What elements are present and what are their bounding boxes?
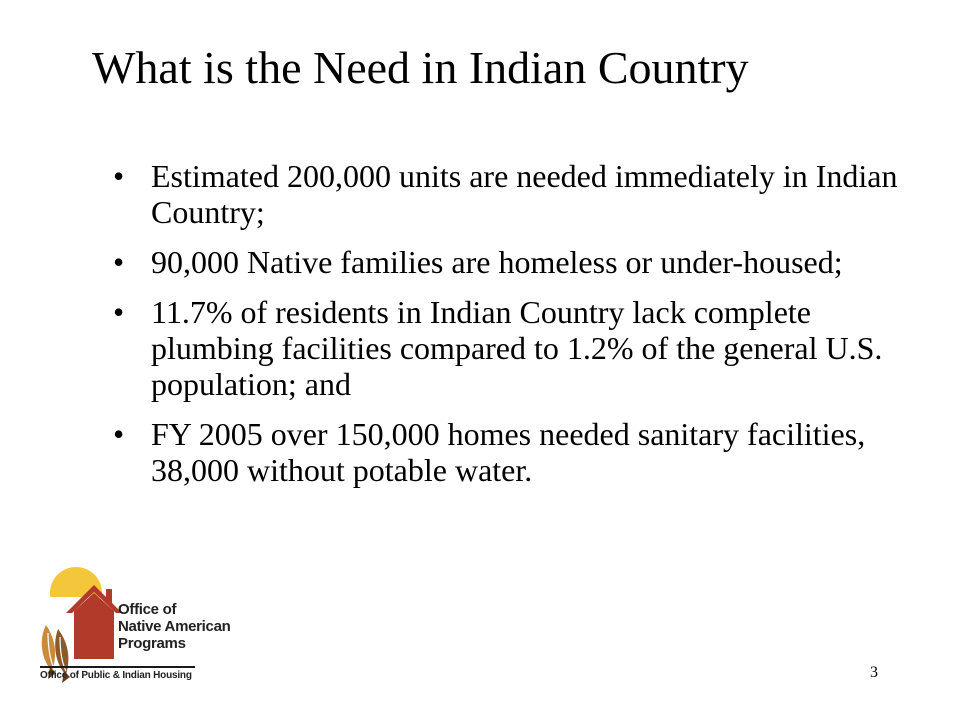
bullet-list — [113, 158, 913, 502]
bullet-item — [113, 244, 913, 280]
bullet-dot: • — [113, 158, 125, 194]
slide-title: What is the Need in Indian Country — [92, 42, 749, 93]
bullet-item — [113, 416, 913, 488]
bullet-text: Estimated 200,000 units are needed immediately in Indian Country; — [151, 158, 898, 230]
page-number: 3 — [870, 664, 878, 681]
logo-wordmark — [118, 601, 231, 652]
bullet-dot: • — [113, 416, 125, 452]
bullet-item — [113, 158, 913, 230]
logo-subline: Office of Public & Indian Housing — [40, 670, 192, 681]
bullet-dot: • — [113, 244, 125, 280]
bullet-item — [113, 294, 913, 402]
bullet-text: 11.7% of residents in Indian Country lack complete plumbing facilities compared to 1.2% of the general U.S. population; and — [151, 294, 883, 402]
logo-divider — [40, 666, 195, 668]
logo-line-3: Programs — [118, 635, 186, 652]
bullet-text: FY 2005 over 150,000 homes needed sanitary facilities, 38,000 without potable water. — [151, 416, 866, 488]
bullet-dot: • — [113, 294, 125, 330]
bullet-text: 90,000 Native families are homeless or under-housed; — [151, 244, 843, 280]
logo-line-1: Office of — [118, 601, 177, 618]
logo-line-2: Native American — [118, 618, 231, 635]
